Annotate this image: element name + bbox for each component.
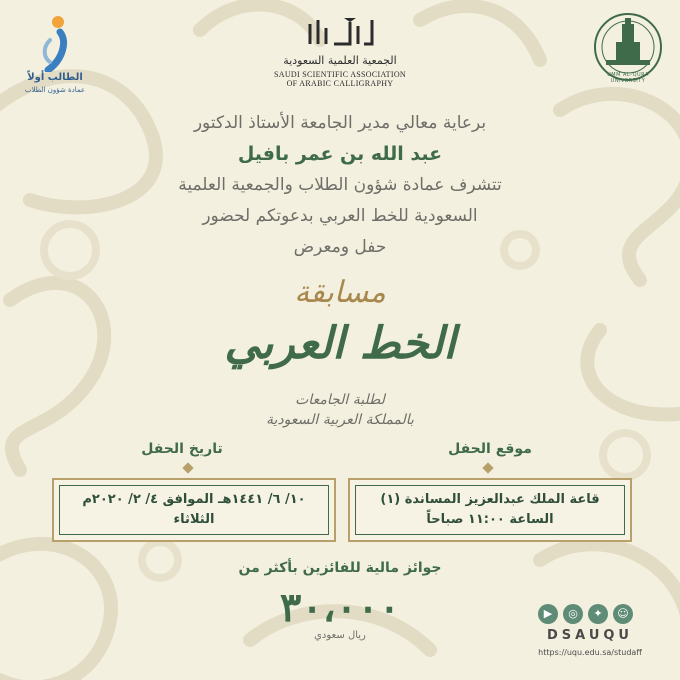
calligraphy-emblem-icon xyxy=(300,14,380,54)
snapchat-icon[interactable]: ☺ xyxy=(613,604,633,624)
patronage-line: برعاية معالي مدير الجامعة الأستاذ الدكتور xyxy=(193,113,487,133)
date-box xyxy=(52,478,336,542)
student-logo-title: الطالب أولاً xyxy=(27,72,83,83)
student-logo-subtitle: عمادة شؤون الطلاب xyxy=(24,86,86,94)
student-figure-icon xyxy=(28,14,78,72)
location-label: موقع الحفل xyxy=(448,441,532,457)
student-affairs-logo xyxy=(10,14,100,104)
youtube-icon[interactable]: ▶ xyxy=(538,604,558,624)
date-weekday: الثلاثاء xyxy=(173,512,215,527)
association-arabic-name: الجمعية العلمية السعودية xyxy=(283,54,397,67)
location-time: الساعة ١١:٠٠ صباحاً xyxy=(426,512,554,527)
location-hall: قاعة الملك عبدالعزيز المساندة (١) xyxy=(380,492,600,507)
instagram-icon[interactable]: ◎ xyxy=(563,604,583,624)
university-seal-text: UMM AL-QURA UNIVERSITY xyxy=(607,72,649,84)
association-english-line1: SAUDI SCIENTIFIC ASSOCIATION xyxy=(274,70,406,79)
footer-url[interactable]: https://uqu.edu.sa/studaff xyxy=(538,648,642,657)
patron-name: عبد الله بن عمر بافيل xyxy=(237,143,443,165)
footer-brand: DSAUQU xyxy=(547,628,633,643)
prize-currency: ريال سعودي xyxy=(314,630,366,641)
prize-label: جوائز مالية للفائزين بأكثر من xyxy=(238,560,442,576)
competition-word: مسابقة xyxy=(294,275,386,310)
prize-amount: ٣٠،٠٠٠ xyxy=(279,584,401,631)
invitation-line-5: حفل ومعرض xyxy=(293,237,387,257)
subtitle-kingdom: بالمملكة العربية السعودية xyxy=(266,412,414,428)
twitter-icon[interactable]: ✦ xyxy=(588,604,608,624)
main-calligraphy-title: الخط العربي xyxy=(224,318,456,369)
association-english-line2: OF ARABIC CALLIGRAPHY xyxy=(286,79,394,88)
invitation-line-4: السعودية للخط العربي بدعوتكم لحضور xyxy=(202,206,478,226)
association-logo xyxy=(240,14,440,94)
location-box xyxy=(348,478,632,542)
subtitle-universities: لطلبة الجامعات xyxy=(295,392,385,408)
date-label: تاريخ الحفل xyxy=(141,441,223,457)
invitation-line-3: تتشرف عمادة شؤون الطلاب والجمعية العلمية xyxy=(178,175,502,195)
university-logo xyxy=(592,12,664,82)
date-value: ١٠/ ٦/ ١٤٤١هـ الموافق ٤/ ٢/ ٢٠٢٠م xyxy=(82,492,306,507)
